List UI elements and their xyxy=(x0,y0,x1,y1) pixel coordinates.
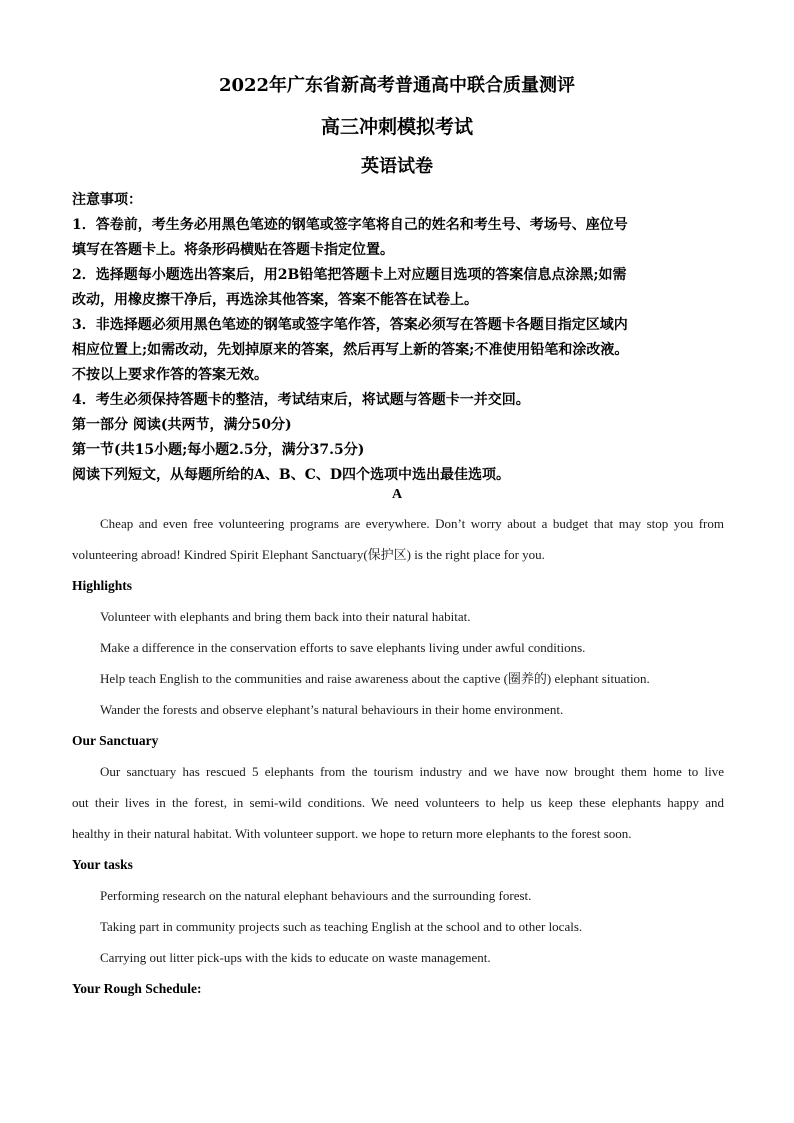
instruction-line: 2．选择题每小题选出答案后，用2B铅笔把答题卡上对应题目选项的答案信息点涂黑;如需 xyxy=(72,267,627,283)
task-item: Carrying out litter pick-ups with the kids to educate on waste management. xyxy=(100,950,491,965)
instruction-line: 4．考生必须保持答题卡的整洁，考试结束后，将试题与答题卡一并交回。 xyxy=(72,392,530,408)
sanctuary-line: healthy in their natural habitat. With volunteer support. we hope to return more elephants to the forest soon. xyxy=(72,826,632,841)
schedule-heading: Your Rough Schedule: xyxy=(72,981,202,996)
exam-title: 2022年广东省新高考普通高中联合质量测评 xyxy=(218,75,576,96)
exam-subject: 英语试卷 xyxy=(361,156,433,177)
section-heading: 第一部分 阅读(共两节，满分50分) xyxy=(72,417,292,433)
instruction-line: 3．非选择题必须用黑色笔迹的钢笔或签字笔作答，答案必须写在答题卡各题目指定区域内 xyxy=(72,317,628,333)
sanctuary-heading: Our Sanctuary xyxy=(72,733,159,748)
highlight-item: Make a difference in the conservation efforts to save elephants living under awful conditions. xyxy=(100,640,586,655)
intro-line: Cheap and even free volunteering programs are everywhere. Don’t worry about a budget that may stop you from xyxy=(100,516,724,531)
instructions-heading: 注意事项： xyxy=(72,192,142,208)
intro-line: volunteering abroad! Kindred Spirit Elephant Sanctuary(保护区) is the right place for you. xyxy=(72,547,545,562)
highlights-heading: Highlights xyxy=(72,578,133,593)
instruction-line: 不按以上要求作答的答案无效。 xyxy=(72,367,268,383)
sanctuary-line: Our sanctuary has rescued 5 elephants from the tourism industry and we have now brought them home to live xyxy=(100,764,724,779)
highlight-item: Wander the forests and observe elephant’s natural behaviours in their home environment. xyxy=(100,702,564,717)
task-item: Performing research on the natural elephant behaviours and the surrounding forest. xyxy=(100,888,532,903)
passage-body xyxy=(72,508,724,1004)
instruction-line: 相应位置上;如需改动，先划掉原来的答案，然后再写上新的答案;不准使用铅笔和涂改液。 xyxy=(72,342,629,358)
highlight-item: Volunteer with elephants and bring them back into their natural habitat. xyxy=(100,609,471,624)
highlight-item: Help teach English to the communities and raise awareness about the captive (圈养的) elephant situation. xyxy=(100,671,650,686)
task-item: Taking part in community projects such as teaching English at the school and to other locals. xyxy=(100,919,583,934)
instruction-line: 填写在答题卡上。将条形码横贴在答题卡指定位置。 xyxy=(72,242,394,258)
subsection-heading: 第一节(共15小题;每小题2.5分，满分37.5分) xyxy=(72,442,365,458)
exam-subtitle: 高三冲刺模拟考试 xyxy=(320,116,473,138)
tasks-heading: Your tasks xyxy=(72,857,133,872)
exam-instructions xyxy=(72,188,728,488)
passage-label: A xyxy=(391,487,403,502)
instruction-line: 1．答卷前，考生务必用黑色笔迹的钢笔或签字笔将自己的姓名和考生号、考场号、座位号 xyxy=(72,217,628,233)
reading-instruction: 阅读下列短文，从每题所给的A、B、C、D四个选项中选出最佳选项。 xyxy=(72,467,510,483)
sanctuary-line: out their lives in the forest, in semi-wild conditions. We need volunteers to help us keep these elephants happy and xyxy=(72,795,724,810)
instruction-line: 改动，用橡皮擦干净后，再选涂其他答案，答案不能答在试卷上。 xyxy=(72,292,478,308)
